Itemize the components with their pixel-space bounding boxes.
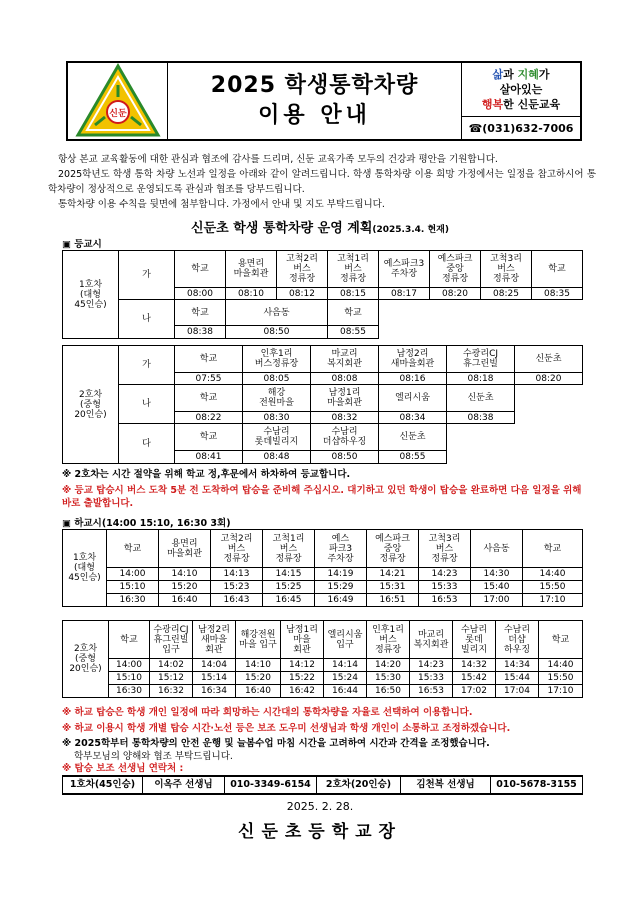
stop-cell: 수광리CJ 휴그린빌 입구 bbox=[150, 621, 193, 659]
time-cell: 08:20 bbox=[515, 373, 583, 385]
time-cell: 15:29 bbox=[315, 581, 367, 594]
time-cell: 14:13 bbox=[211, 568, 263, 581]
time-cell: 08:20 bbox=[430, 288, 481, 300]
time-cell: 14:30 bbox=[471, 568, 523, 581]
route-label: 가 bbox=[119, 346, 175, 385]
time-cell: 15:20 bbox=[159, 581, 211, 594]
empty-cell bbox=[515, 385, 583, 424]
morning-bus2-table bbox=[62, 345, 583, 464]
time-cell: 15:24 bbox=[324, 672, 367, 685]
time-cell: 15:50 bbox=[523, 581, 583, 594]
motto-block bbox=[462, 63, 580, 139]
empty-cell bbox=[447, 424, 583, 464]
time-cell: 08:30 bbox=[243, 412, 311, 424]
stop-cell: 해강 전원마을 bbox=[243, 385, 311, 412]
time-cell: 15:22 bbox=[281, 672, 324, 685]
stop-cell: 학교 bbox=[107, 530, 159, 568]
plan-title bbox=[0, 217, 640, 236]
stop-cell: 인후1리 버스정류장 bbox=[243, 346, 311, 373]
contact-teacher1: 이옥주 선생님 bbox=[143, 776, 225, 794]
time-cell: 15:10 bbox=[107, 581, 159, 594]
route-label: 다 bbox=[119, 424, 175, 464]
note-contacts-label: ※ 탑승 보조 선생님 연락처 : bbox=[62, 763, 184, 774]
empty-cell bbox=[379, 300, 583, 339]
time-cell: 16:40 bbox=[159, 594, 211, 607]
time-cell: 15:44 bbox=[496, 672, 539, 685]
time-cell: 17:04 bbox=[496, 685, 539, 698]
time-cell: 16:53 bbox=[410, 685, 453, 698]
note-boarding-time: ※ 등교 탑승시 버스 도착 5분 전 도착하여 탑승을 준비해 주십시오. 대기하고 있던 학생이 탑승을 완료하면 다음 일정을 위해 바로 출발합니다. bbox=[62, 485, 582, 509]
stop-cell: 수광리CJ 휴그린빌 bbox=[447, 346, 515, 373]
time-cell: 14:04 bbox=[193, 659, 236, 672]
stop-cell: 사음동 bbox=[471, 530, 523, 568]
route-label: 나 bbox=[119, 385, 175, 424]
motto-word: 한 신둔교육 bbox=[503, 98, 561, 111]
title-block bbox=[168, 63, 462, 139]
route-label: 나 bbox=[119, 300, 175, 339]
motto-word: 가 bbox=[538, 68, 550, 81]
time-cell: 07:55 bbox=[175, 373, 243, 385]
time-cell: 15:23 bbox=[211, 581, 263, 594]
stop-cell: 수남리 롯데빌리지 bbox=[243, 424, 311, 451]
plan-date: (2025.3.4. 현재) bbox=[372, 225, 449, 235]
time-cell: 14:10 bbox=[236, 659, 281, 672]
time-cell: 14:23 bbox=[419, 568, 471, 581]
motto-word: 행복 bbox=[481, 98, 504, 111]
time-cell: 14:23 bbox=[410, 659, 453, 672]
contact-teacher2: 김천복 선생님 bbox=[401, 776, 491, 794]
time-cell: 08:08 bbox=[311, 373, 379, 385]
stop-cell: 마교리 복지회관 bbox=[410, 621, 453, 659]
time-cell: 14:14 bbox=[324, 659, 367, 672]
page-subtitle: 이용 안내 bbox=[258, 103, 371, 128]
stop-cell: 학교 bbox=[175, 424, 243, 451]
stop-cell: 학교 bbox=[175, 346, 243, 373]
afternoon-bus2-table bbox=[62, 620, 583, 698]
stop-cell: 고척2리 버스 정류장 bbox=[211, 530, 263, 568]
stop-cell: 예스파크 중앙 정류장 bbox=[430, 251, 481, 288]
time-cell: 16:30 bbox=[109, 685, 150, 698]
stop-cell: 남정1리 마을회관 bbox=[311, 385, 379, 412]
page-title: 2025 학생통학차량 bbox=[210, 73, 419, 98]
intro-paragraph: 통학차량 이용 수칙을 뒷면에 첨부합니다. 가정에서 안내 및 지도 부탁드립니다. bbox=[58, 199, 385, 210]
time-cell: 14:00 bbox=[107, 568, 159, 581]
stop-cell: 수남리 롯데 빌리지 bbox=[453, 621, 496, 659]
stop-cell: 엘리시움 입구 bbox=[324, 621, 367, 659]
time-cell: 08:00 bbox=[175, 288, 226, 300]
time-cell: 14:40 bbox=[523, 568, 583, 581]
time-cell: 14:21 bbox=[367, 568, 419, 581]
stop-cell: 용면리 마을회관 bbox=[159, 530, 211, 568]
time-cell: 16:34 bbox=[193, 685, 236, 698]
time-cell: 15:10 bbox=[109, 672, 150, 685]
stop-cell: 남정1리 마을 회관 bbox=[281, 621, 324, 659]
stop-cell: 고척3리 버스 정류장 bbox=[419, 530, 471, 568]
time-cell: 08:25 bbox=[481, 288, 532, 300]
time-cell: 16:32 bbox=[150, 685, 193, 698]
time-cell: 14:00 bbox=[109, 659, 150, 672]
contact-phone2[interactable]: 010-5678-3155 bbox=[491, 776, 583, 794]
stop-cell: 수남리 더샵 하우징 bbox=[496, 621, 539, 659]
motto-word: 삶 bbox=[492, 68, 504, 81]
contact-bus2: 2호차(20인승) bbox=[317, 776, 401, 794]
note-schedule-adjust: ※ 2025학부터 통학차량의 안전 운행 및 늘봄수업 마침 시간을 고려하여 시간과 간격을 조정했습니다. bbox=[62, 738, 490, 749]
time-cell: 15:31 bbox=[367, 581, 419, 594]
stop-cell: 고척2리 버스 정류장 bbox=[277, 251, 328, 288]
afternoon-section-label: ▣ 하교시(14:00 15:10, 16:30 3회) bbox=[62, 518, 231, 529]
time-cell: 16:40 bbox=[236, 685, 281, 698]
stop-cell: 마교리 복지회관 bbox=[311, 346, 379, 373]
bus-name: 1호차 (대형 45인승) bbox=[63, 251, 119, 339]
time-cell: 08:15 bbox=[328, 288, 379, 300]
bus-name: 2호차 (중형 20인승) bbox=[63, 621, 109, 698]
time-cell: 08:32 bbox=[311, 412, 379, 424]
motto-word: 지혜 bbox=[517, 68, 539, 81]
bus-name: 2호차 (중형 20인승) bbox=[63, 346, 119, 464]
time-cell: 08:38 bbox=[447, 412, 515, 424]
stop-cell: 학교 bbox=[539, 621, 583, 659]
time-cell: 08:35 bbox=[532, 288, 583, 300]
stop-cell: 사음동 bbox=[226, 300, 328, 326]
time-cell: 08:22 bbox=[175, 412, 243, 424]
time-cell: 14:20 bbox=[367, 659, 410, 672]
time-cell: 15:20 bbox=[236, 672, 281, 685]
time-cell: 15:50 bbox=[539, 672, 583, 685]
school-emblem-icon bbox=[75, 63, 161, 139]
stop-cell: 학교 bbox=[175, 251, 226, 288]
note-thanks: 학부모님의 양해와 협조 부탁드립니다. bbox=[74, 751, 233, 762]
stop-cell: 고척3리 버스 정류장 bbox=[481, 251, 532, 288]
time-cell: 08:16 bbox=[379, 373, 447, 385]
stop-cell: 신둔초 bbox=[379, 424, 447, 451]
route-label: 가 bbox=[119, 251, 175, 300]
time-cell: 17:10 bbox=[539, 685, 583, 698]
motto-word: 과 bbox=[503, 68, 518, 81]
afternoon-bus1-table bbox=[62, 529, 583, 607]
morning-section-label: ▣ 등교시 bbox=[62, 239, 102, 250]
time-cell: 08:50 bbox=[226, 326, 328, 339]
time-cell: 08:55 bbox=[379, 451, 447, 464]
time-cell: 08:18 bbox=[447, 373, 515, 385]
plan-title-text: 신둔초 학생 통학차량 운영 계획 bbox=[191, 221, 373, 236]
school-phone: ☎(031)632-7006 bbox=[468, 121, 574, 135]
intro-text bbox=[48, 152, 596, 212]
time-cell: 16:45 bbox=[263, 594, 315, 607]
time-cell: 08:17 bbox=[379, 288, 430, 300]
stop-cell: 학교 bbox=[109, 621, 150, 659]
bus-name: 1호차 (대형 45인승) bbox=[63, 530, 107, 607]
stop-cell: 학교 bbox=[532, 251, 583, 288]
time-cell: 14:15 bbox=[263, 568, 315, 581]
time-cell: 08:05 bbox=[243, 373, 311, 385]
stop-cell: 학교 bbox=[328, 300, 379, 326]
stop-cell: 신둔초 bbox=[515, 346, 583, 373]
time-cell: 08:50 bbox=[311, 451, 379, 464]
stop-cell: 남정2리 새마을회관 bbox=[379, 346, 447, 373]
motto-line: 살아있는 bbox=[499, 83, 543, 96]
time-cell: 08:41 bbox=[175, 451, 243, 464]
time-cell: 15:30 bbox=[367, 672, 410, 685]
time-cell: 15:42 bbox=[453, 672, 496, 685]
time-cell: 14:02 bbox=[150, 659, 193, 672]
stop-cell: 엘리시움 bbox=[379, 385, 447, 412]
note-afternoon-coordination: ※ 하교 이용시 학생 개별 탑승 시간·노선 등은 보조 도우미 선생님과 학생 개인이 소통하고 조정하겠습니다. bbox=[62, 723, 511, 734]
note-bus2-dropoff: ※ 2호차는 시간 절약을 위해 학교 정,후문에서 하차하여 등교합니다. bbox=[62, 469, 351, 480]
stop-cell: 예스 파크3 주차장 bbox=[315, 530, 367, 568]
logo-text: 신둔 bbox=[108, 109, 127, 119]
time-cell: 16:42 bbox=[281, 685, 324, 698]
intro-paragraph: 2025학년도 학생 통학 차량 노선과 일정을 아래와 같이 알려드립니다. 학생 통학차량 이용 희망 가정에서는 일정을 참고하시어 통학차량이 정상적으로 운영되도록 관심과 협조를 당부드립니다. bbox=[48, 169, 596, 195]
time-cell: 16:51 bbox=[367, 594, 419, 607]
time-cell: 15:14 bbox=[193, 672, 236, 685]
stop-cell: 예스파크 중앙 정류장 bbox=[367, 530, 419, 568]
time-cell: 15:12 bbox=[150, 672, 193, 685]
stop-cell: 학교 bbox=[175, 300, 226, 326]
time-cell: 14:34 bbox=[496, 659, 539, 672]
contacts-table bbox=[62, 775, 583, 795]
time-cell: 17:10 bbox=[523, 594, 583, 607]
principal-signature: 신둔초등학교장 bbox=[238, 822, 402, 842]
contact-bus1: 1호차(45인승) bbox=[63, 776, 143, 794]
time-cell: 15:33 bbox=[419, 581, 471, 594]
stop-cell: 예스파크3 주차장 bbox=[379, 251, 430, 288]
time-cell: 14:19 bbox=[315, 568, 367, 581]
time-cell: 15:40 bbox=[471, 581, 523, 594]
time-cell: 17:00 bbox=[471, 594, 523, 607]
time-cell: 16:49 bbox=[315, 594, 367, 607]
time-cell: 08:55 bbox=[328, 326, 379, 339]
time-cell: 16:53 bbox=[419, 594, 471, 607]
stop-cell: 학교 bbox=[523, 530, 583, 568]
morning-bus1-table bbox=[62, 250, 583, 339]
intro-paragraph: 항상 본교 교육활동에 대한 관심과 협조에 감사를 드리며, 신둔 교육가족 모두의 건강과 평안을 기원합니다. bbox=[58, 154, 498, 165]
stop-cell: 남정2리 새마을 회관 bbox=[193, 621, 236, 659]
school-motto bbox=[462, 63, 580, 117]
time-cell: 15:33 bbox=[410, 672, 453, 685]
contact-phone1[interactable]: 010-3349-6154 bbox=[225, 776, 317, 794]
time-cell: 08:34 bbox=[379, 412, 447, 424]
time-cell: 15:25 bbox=[263, 581, 315, 594]
time-cell: 08:10 bbox=[226, 288, 277, 300]
stop-cell: 고척1리 버스 정류장 bbox=[263, 530, 315, 568]
time-cell: 16:43 bbox=[211, 594, 263, 607]
school-logo bbox=[68, 63, 168, 139]
header-box bbox=[66, 61, 582, 141]
time-cell: 16:44 bbox=[324, 685, 367, 698]
time-cell: 08:38 bbox=[175, 326, 226, 339]
time-cell: 14:32 bbox=[453, 659, 496, 672]
document-date: 2025. 2. 28. bbox=[286, 800, 354, 813]
time-cell: 17:02 bbox=[453, 685, 496, 698]
stop-cell: 수남리 더샵하우징 bbox=[311, 424, 379, 451]
time-cell: 16:30 bbox=[107, 594, 159, 607]
time-cell: 08:48 bbox=[243, 451, 311, 464]
note-afternoon-choice: ※ 하교 탑승은 학생 개인 일정에 따라 희망하는 시간대의 통학차량을 자율로 선택하여 이용합니다. bbox=[62, 707, 473, 718]
stop-cell: 용면리 마을회관 bbox=[226, 251, 277, 288]
stop-cell: 해강전원 마을 입구 bbox=[236, 621, 281, 659]
time-cell: 14:10 bbox=[159, 568, 211, 581]
stop-cell: 신둔초 bbox=[447, 385, 515, 412]
time-cell: 08:12 bbox=[277, 288, 328, 300]
time-cell: 14:40 bbox=[539, 659, 583, 672]
stop-cell: 학교 bbox=[175, 385, 243, 412]
time-cell: 16:50 bbox=[367, 685, 410, 698]
time-cell: 14:12 bbox=[281, 659, 324, 672]
stop-cell: 인후1리 버스 정류장 bbox=[367, 621, 410, 659]
stop-cell: 고척1리 버스 정류장 bbox=[328, 251, 379, 288]
